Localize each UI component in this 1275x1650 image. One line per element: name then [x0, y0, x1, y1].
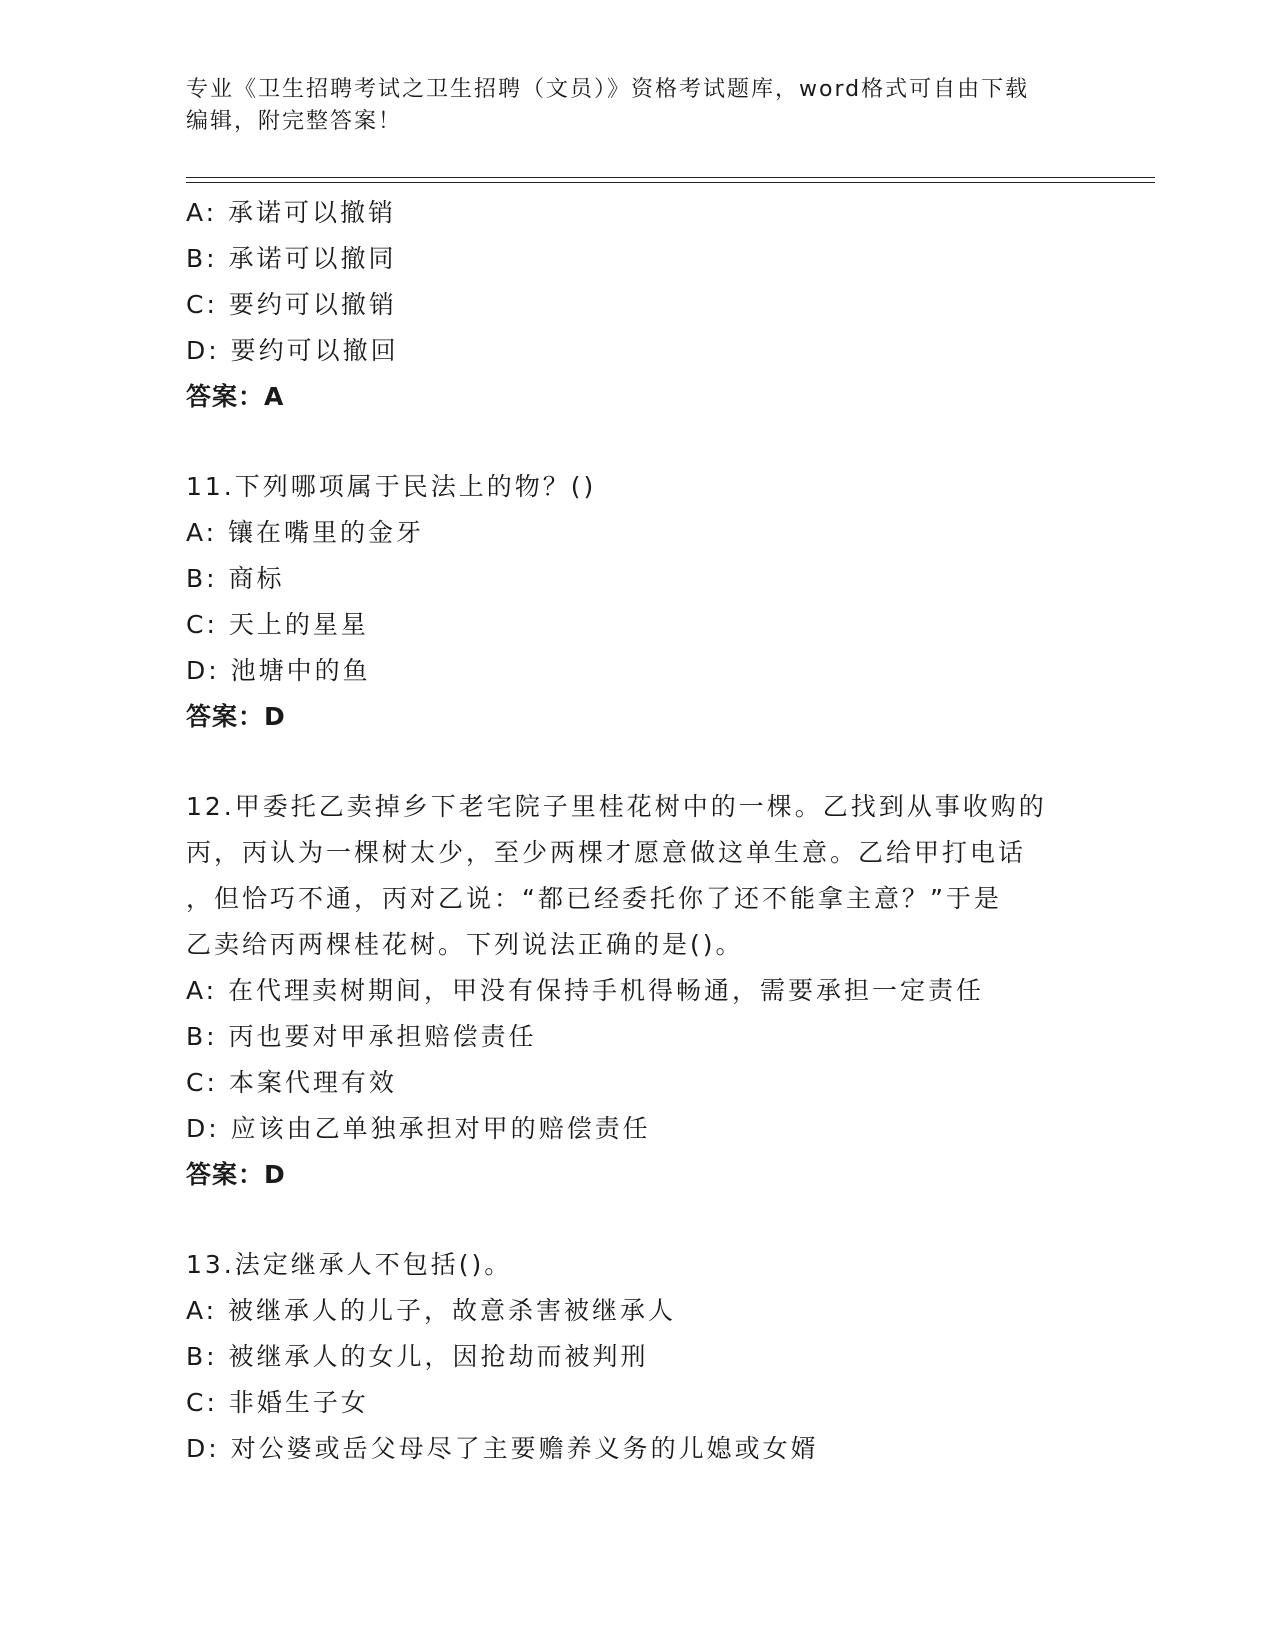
answer-label: 答案：D — [186, 702, 286, 731]
answer-label: 答案：D — [186, 1160, 286, 1189]
option-c: C: 要约可以撤销 — [186, 290, 397, 319]
option-b: B: 商标 — [186, 564, 285, 593]
question-stem: 13.法定继承人不包括()。 — [186, 1250, 513, 1279]
question-stem — [186, 784, 1086, 968]
option-d: D: 池塘中的鱼 — [186, 656, 371, 685]
option-c: C: 天上的星星 — [186, 610, 369, 639]
option-c: C: 本案代理有效 — [186, 1068, 397, 1097]
header-line-2: 编辑，附完整答案！ — [186, 109, 403, 134]
question-stem: 11.下列哪项属于民法上的物？() — [186, 472, 597, 501]
question-stem-line: 12.甲委托乙卖掉乡下老宅院子里桂花树中的一棵。乙找到从事收购的 — [186, 792, 1047, 821]
option-d: D: 对公婆或岳父母尽了主要赡养义务的儿媳或女婿 — [186, 1434, 819, 1463]
option-a: A: 在代理卖树期间，甲没有保持手机得畅通，需要承担一定责任 — [186, 976, 985, 1005]
answer-label: 答案：A — [186, 382, 285, 411]
question-list — [186, 190, 1086, 1472]
option-b: B: 丙也要对甲承担赔偿责任 — [186, 1022, 537, 1051]
header-divider-bottom — [186, 182, 1155, 183]
option-b: B: 承诺可以撤同 — [186, 244, 397, 273]
question-stem-line: 乙卖给丙两棵桂花树。下列说法正确的是()。 — [186, 930, 744, 959]
header-line-1: 专业《卫生招聘考试之卫生招聘（文员）》资格考试题库，word格式可自由下载 — [186, 77, 1030, 102]
option-c: C: 非婚生子女 — [186, 1388, 369, 1417]
question-11 — [186, 464, 1086, 740]
question-13 — [186, 1242, 1086, 1472]
option-d: D: 应该由乙单独承担对甲的赔偿责任 — [186, 1114, 651, 1143]
spacer — [186, 1198, 1086, 1242]
question-10-continuation — [186, 190, 1086, 420]
option-a: A: 被继承人的儿子，故意杀害被继承人 — [186, 1296, 677, 1325]
question-stem-line: ，但恰巧不通，丙对乙说：“都已经委托你了还不能拿主意？”于是 — [186, 884, 1002, 913]
header-divider-top — [186, 177, 1155, 178]
option-a: A: 镶在嘴里的金牙 — [186, 518, 425, 547]
option-d: D: 要约可以撤回 — [186, 336, 399, 365]
question-12 — [186, 784, 1086, 1198]
document-header — [186, 74, 1066, 138]
spacer — [186, 420, 1086, 464]
option-b: B: 被继承人的女儿，因抢劫而被判刑 — [186, 1342, 649, 1371]
question-stem-line: 丙，丙认为一棵树太少，至少两棵才愿意做这单生意。乙给甲打电话 — [186, 838, 1027, 867]
option-a: A: 承诺可以撤销 — [186, 198, 397, 227]
spacer — [186, 740, 1086, 784]
